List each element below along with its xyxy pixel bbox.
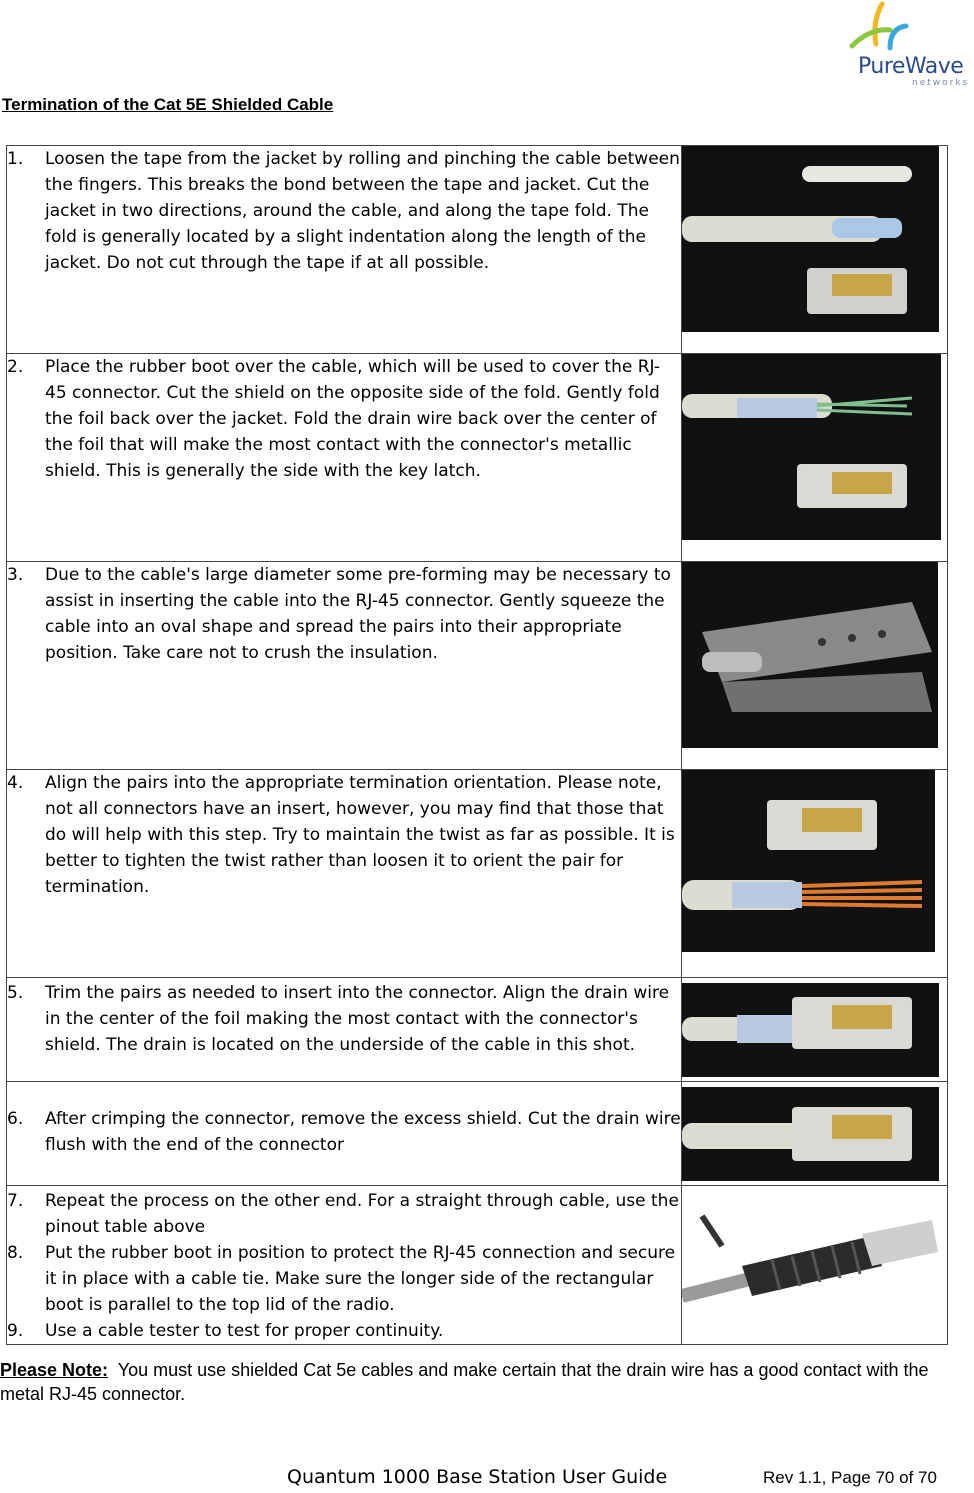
section-title: Termination of the Cat 5E Shielded Cable bbox=[2, 95, 334, 114]
logo-swoosh-icon bbox=[846, 0, 970, 60]
step-5 bbox=[7, 980, 681, 1058]
step-number: 9. bbox=[7, 1321, 24, 1341]
footer-page-info: Rev 1.1, Page 70 of 70 bbox=[763, 1468, 937, 1487]
table-row bbox=[7, 1186, 948, 1345]
step-number: 7. bbox=[7, 1191, 24, 1211]
boot-installed-photo bbox=[682, 1196, 940, 1306]
step-number: 4. bbox=[7, 773, 24, 793]
step-number: 5. bbox=[7, 983, 24, 1003]
step-9 bbox=[7, 1318, 681, 1344]
foil-folded-back-photo bbox=[682, 354, 941, 540]
step-text: Use a cable tester to test for proper continuity. bbox=[45, 1321, 444, 1341]
step-text: Repeat the process on the other end. For a straight through cable, use the pinout table above bbox=[45, 1191, 679, 1237]
step-4 bbox=[7, 770, 681, 900]
crimped-connector-photo bbox=[682, 1087, 939, 1181]
step-text: Loosen the tape from the jacket by rolling and pinching the cable between the fingers. This breaks the bond between the tape and jacket. Cut the jacket in two directions, around the cable, and along the tape fold. The fold is generally located by a slight indentation along the length of the jacket. Do not cut through the tape if at all possible. bbox=[45, 149, 680, 273]
crimp-tool-photo bbox=[682, 562, 938, 748]
note-text: You must use shielded Cat 5e cables and make certain that the drain wire has a good contact with the metal RJ-45 connector. bbox=[0, 1360, 929, 1404]
table-row bbox=[7, 562, 948, 770]
table-row bbox=[7, 1082, 948, 1186]
footer-title: Quantum 1000 Base Station User Guide bbox=[287, 1466, 668, 1488]
table-row bbox=[7, 146, 948, 354]
step-text: Put the rubber boot in position to protect the RJ-45 connection and secure it in place with a cable tie. Make sure the longer side of the rectangular boot is parallel to the top lid of the radio. bbox=[45, 1243, 676, 1315]
table-row bbox=[7, 978, 948, 1082]
step-text: Trim the pairs as needed to insert into the connector. Align the drain wire in the center of the foil making the most contact with the connector's shield. The drain is located on the underside of the cable in this shot. bbox=[45, 983, 670, 1055]
note-label: Please Note: bbox=[0, 1360, 109, 1380]
table-row bbox=[7, 354, 948, 562]
table-row bbox=[7, 770, 948, 978]
step-1 bbox=[7, 146, 681, 276]
pairs-inserted-photo bbox=[682, 983, 939, 1077]
step-number: 3. bbox=[7, 565, 24, 585]
step-8 bbox=[7, 1240, 681, 1318]
purewave-logo bbox=[846, 0, 970, 90]
step-3 bbox=[7, 562, 681, 666]
step-text: After crimping the connector, remove the excess shield. Cut the drain wire flush with the end of the connector bbox=[45, 1109, 681, 1155]
step-number: 6. bbox=[7, 1109, 24, 1129]
cable-jacket-cut-photo bbox=[682, 146, 939, 332]
steps-table bbox=[6, 145, 948, 1345]
step-number: 2. bbox=[7, 357, 24, 377]
logo-name: PureWave bbox=[858, 54, 964, 79]
step-6 bbox=[7, 1106, 681, 1158]
step-7 bbox=[7, 1188, 681, 1240]
step-2 bbox=[7, 354, 681, 484]
logo-sub: networks bbox=[912, 78, 970, 88]
step-number: 8. bbox=[7, 1243, 24, 1263]
step-text: Due to the cable's large diameter some pre-forming may be necessary to assist in inserting the cable into the RJ-45 connector. Gently squeeze the cable into an oval shape and spread the pairs into their appropriate position. Take care not to crush the insulation. bbox=[45, 565, 671, 663]
step-text: Align the pairs into the appropriate termination orientation. Please note, not all connectors have an insert, however, you may find that those that do will help with this step. Try to maintain the twist as far as possible. It is better to tighten the twist rather than loosen it to orient the pair for termination. bbox=[45, 773, 675, 897]
step-text: Place the rubber boot over the cable, which will be used to cover the RJ-45 connector. Cut the shield on the opposite side of the fold. Gently fold the foil back over the jacket. Fold the drain wire back over the center of the foil that will make the most contact with the connector's metallic shield. This is generally the side with the key latch. bbox=[45, 357, 661, 481]
note bbox=[0, 1358, 960, 1406]
pairs-aligned-photo bbox=[682, 770, 935, 952]
step-number: 1. bbox=[7, 149, 24, 169]
